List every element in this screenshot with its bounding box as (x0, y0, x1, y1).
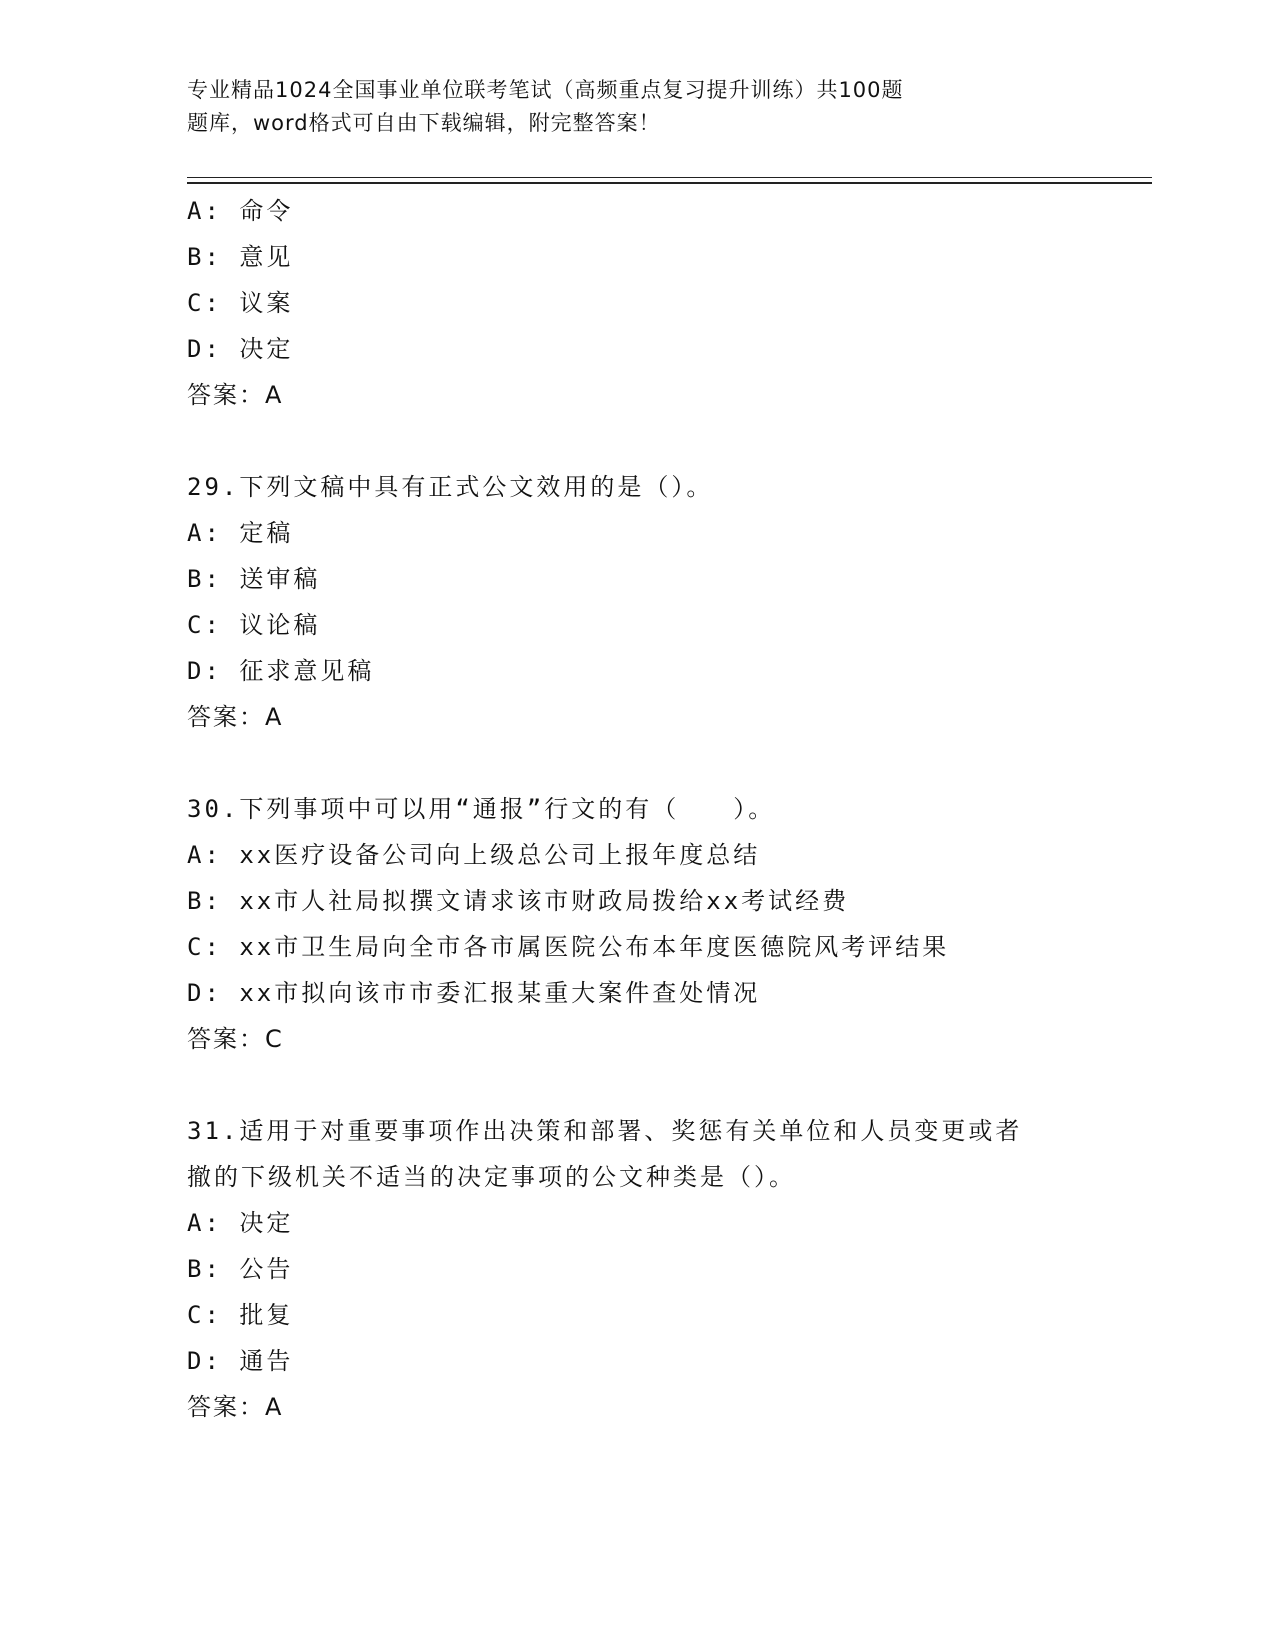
option-b: B: xx市人社局拟撰文请求该市财政局拨给xx考试经费 (187, 887, 850, 915)
option-a: A: 定稿 (187, 519, 294, 547)
header-line-1: 专业精品1024全国事业单位联考笔试（高频重点复习提升训练）共100题 (187, 78, 904, 102)
option-a: A: 决定 (187, 1209, 294, 1237)
option-c: C: 议论稿 (187, 611, 321, 639)
question-title: 29.下列文稿中具有正式公文效用的是（）。 (187, 473, 714, 501)
question-title-line-1: 31.适用于对重要事项作出决策和部署、奖惩有关单位和人员变更或者 (187, 1117, 1023, 1145)
question-spacer (187, 418, 1147, 464)
header-divider-thick (187, 182, 1152, 184)
question-title-line-2: 撤的下级机关不适当的决定事项的公文种类是（）。 (187, 1163, 796, 1191)
answer-line: 答案：A (187, 1393, 284, 1421)
question-30 (187, 786, 1147, 1062)
option-b: B: 公告 (187, 1255, 294, 1283)
option-b: B: 意见 (187, 243, 294, 271)
option-a: A: 命令 (187, 197, 294, 225)
header-line-2: 题库，word格式可自由下载编辑，附完整答案！ (187, 111, 661, 135)
option-b: B: 送审稿 (187, 565, 321, 593)
option-c: C: 议案 (187, 289, 294, 317)
answer-line: 答案：A (187, 703, 284, 731)
header-divider-thin (187, 177, 1152, 178)
option-a: A: xx医疗设备公司向上级总公司上报年度总结 (187, 841, 761, 869)
question-list (187, 188, 1147, 1430)
question-spacer (187, 740, 1147, 786)
option-d: D: 征求意见稿 (187, 657, 375, 685)
option-c: C: xx市卫生局向全市各市属医院公布本年度医德院风考评结果 (187, 933, 950, 961)
question-29 (187, 464, 1147, 740)
document-header (187, 74, 1047, 140)
answer-line: 答案：C (187, 1025, 284, 1053)
option-d: D: xx市拟向该市市委汇报某重大案件查处情况 (187, 979, 761, 1007)
option-d: D: 通告 (187, 1347, 294, 1375)
question-spacer (187, 1062, 1147, 1108)
question-31 (187, 1108, 1147, 1430)
option-c: C: 批复 (187, 1301, 294, 1329)
question-title: 30.下列事项中可以用“通报”行文的有（ ）。 (187, 795, 776, 823)
option-d: D: 决定 (187, 335, 294, 363)
question-28-partial (187, 188, 1147, 418)
answer-line: 答案：A (187, 381, 284, 409)
